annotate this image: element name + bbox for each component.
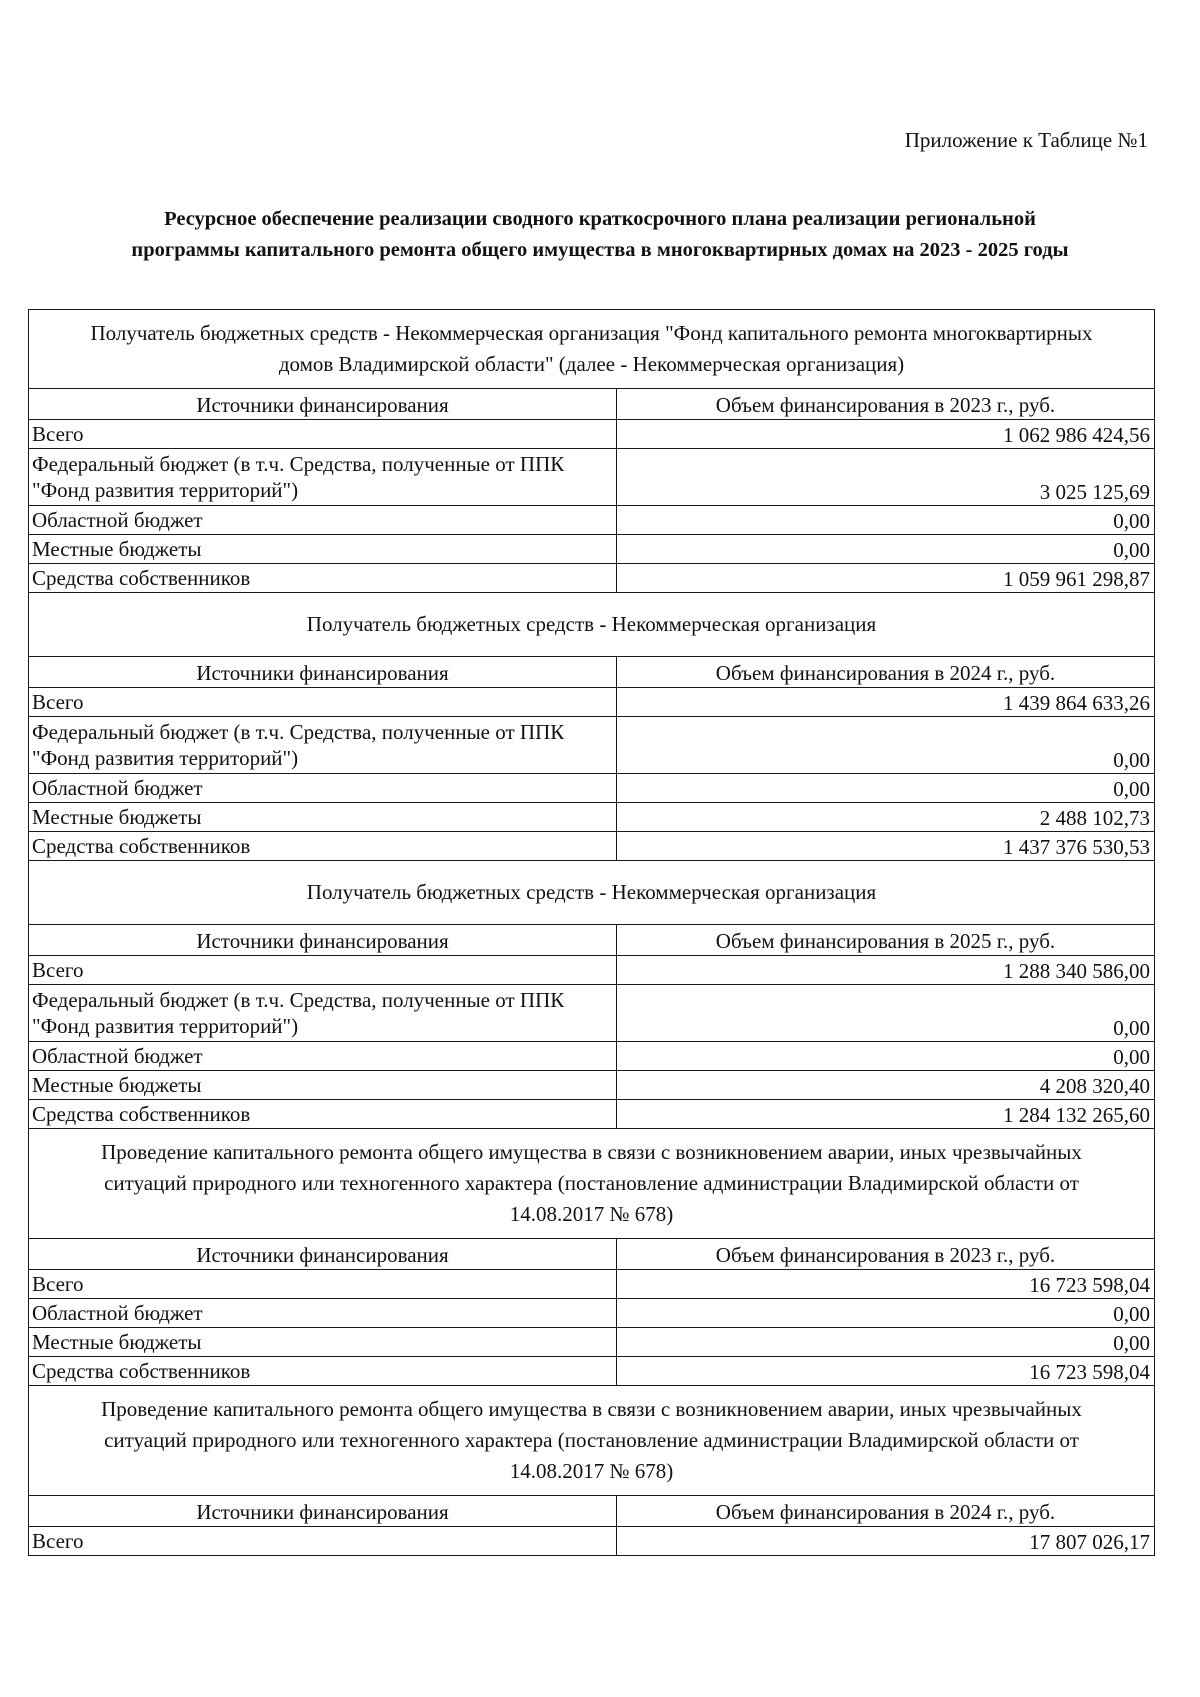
row-value: 1 288 340 586,00 — [617, 956, 1155, 985]
row-label: Местные бюджеты — [29, 535, 617, 564]
title-line-2: программы капитального ремонта общего имущества в многоквартирных домах на 2023 - 2025 годы — [131, 239, 1069, 261]
col-header-source: Источники финансирования — [29, 925, 617, 956]
row-value: 0,00 — [617, 535, 1155, 564]
header-row — [29, 657, 1155, 688]
row-label: Всего — [29, 1270, 617, 1299]
row-label: Местные бюджеты — [29, 1071, 617, 1100]
row-label: Областной бюджет — [29, 1042, 617, 1071]
table-row — [29, 1071, 1155, 1100]
row-value: 0,00 — [617, 1328, 1155, 1357]
header-row — [29, 1496, 1155, 1527]
header-row — [29, 1239, 1155, 1270]
col-header-amount: Объем финансирования в 2024 г., руб. — [617, 657, 1155, 688]
row-value: 16 723 598,04 — [617, 1270, 1155, 1299]
row-value: 0,00 — [617, 717, 1155, 774]
section-banner: Проведение капитального ремонта общего имущества в связи с возникновением аварии, иных чрезвычайных ситуаций природного или техногенного характера (постановление администрации Владимирской области от 14.08.2017 № 678) — [29, 1386, 1155, 1496]
col-header-amount: Объем финансирования в 2023 г., руб. — [617, 389, 1155, 420]
row-value: 1 059 961 298,87 — [617, 564, 1155, 593]
title-line-1: Ресурсное обеспечение реализации сводного краткосрочного плана реализации региональной — [164, 208, 1036, 230]
row-value: 0,00 — [617, 506, 1155, 535]
table-row — [29, 1270, 1155, 1299]
section-banner-row — [29, 861, 1155, 925]
row-label: Всего — [29, 420, 617, 449]
row-label: Средства собственников — [29, 832, 617, 861]
row-label: Местные бюджеты — [29, 803, 617, 832]
row-label: Средства собственников — [29, 564, 617, 593]
row-label: Средства собственников — [29, 1357, 617, 1386]
row-value: 1 439 864 633,26 — [617, 688, 1155, 717]
row-label: Федеральный бюджет (в т.ч. Средства, полученные от ППК "Фонд развития территорий") — [29, 449, 617, 506]
appendix-label: Приложение к Таблице №1 — [904, 128, 1148, 152]
row-label: Областной бюджет — [29, 506, 617, 535]
table-row — [29, 803, 1155, 832]
table-row — [29, 717, 1155, 774]
row-value: 17 807 026,17 — [617, 1527, 1155, 1556]
table-row — [29, 985, 1155, 1042]
col-header-source: Источники финансирования — [29, 1496, 617, 1527]
col-header-source: Источники финансирования — [29, 657, 617, 688]
row-value: 1 284 132 265,60 — [617, 1100, 1155, 1129]
table-row — [29, 832, 1155, 861]
section-banner: Проведение капитального ремонта общего имущества в связи с возникновением аварии, иных чрезвычайных ситуаций природного или техногенного характера (постановление администрации Владимирской области от 14.08.2017 № 678) — [29, 1129, 1155, 1239]
col-header-amount: Объем финансирования в 2023 г., руб. — [617, 1239, 1155, 1270]
table-row — [29, 1100, 1155, 1129]
section-banner-row — [29, 593, 1155, 657]
row-value: 0,00 — [617, 1299, 1155, 1328]
row-value: 0,00 — [617, 1042, 1155, 1071]
table-row — [29, 1042, 1155, 1071]
row-label: Областной бюджет — [29, 1299, 617, 1328]
section-banner-row — [29, 1129, 1155, 1239]
table-row — [29, 1357, 1155, 1386]
header-row — [29, 925, 1155, 956]
table-row — [29, 1328, 1155, 1357]
col-header-amount: Объем финансирования в 2025 г., руб. — [617, 925, 1155, 956]
row-label: Средства собственников — [29, 1100, 617, 1129]
row-value: 4 208 320,40 — [617, 1071, 1155, 1100]
row-label: Всего — [29, 956, 617, 985]
header-row — [29, 389, 1155, 420]
table-row — [29, 688, 1155, 717]
row-label: Всего — [29, 1527, 617, 1556]
table-row — [29, 564, 1155, 593]
table-row — [29, 1299, 1155, 1328]
row-value: 16 723 598,04 — [617, 1357, 1155, 1386]
row-value: 0,00 — [617, 774, 1155, 803]
section-banner: Получатель бюджетных средств - Некоммерческая организация — [29, 593, 1155, 657]
row-value: 1 062 986 424,56 — [617, 420, 1155, 449]
row-label: Областной бюджет — [29, 774, 617, 803]
section-banner: Получатель бюджетных средств - Некоммерческая организация — [29, 861, 1155, 925]
row-value: 1 437 376 530,53 — [617, 832, 1155, 861]
table-row — [29, 506, 1155, 535]
col-header-source: Источники финансирования — [29, 1239, 617, 1270]
col-header-source: Источники финансирования — [29, 389, 617, 420]
row-label: Всего — [29, 688, 617, 717]
table-row — [29, 420, 1155, 449]
section-banner: Получатель бюджетных средств - Некоммерческая организация "Фонд капитального ремонта многоквартирных домов Владимирской области" (далее - Некоммерческая организация) — [29, 310, 1155, 389]
funding-table — [28, 309, 1155, 1556]
row-value: 2 488 102,73 — [617, 803, 1155, 832]
table-row — [29, 449, 1155, 506]
section-banner-row — [29, 1386, 1155, 1496]
row-label: Местные бюджеты — [29, 1328, 617, 1357]
document-title — [30, 204, 1170, 266]
row-value: 3 025 125,69 — [617, 449, 1155, 506]
table-row — [29, 956, 1155, 985]
row-label: Федеральный бюджет (в т.ч. Средства, полученные от ППК "Фонд развития территорий") — [29, 985, 617, 1042]
table-row — [29, 1527, 1155, 1556]
table-row — [29, 774, 1155, 803]
table-row — [29, 535, 1155, 564]
row-value: 0,00 — [617, 985, 1155, 1042]
section-banner-row — [29, 310, 1155, 389]
row-label: Федеральный бюджет (в т.ч. Средства, полученные от ППК "Фонд развития территорий") — [29, 717, 617, 774]
col-header-amount: Объем финансирования в 2024 г., руб. — [617, 1496, 1155, 1527]
